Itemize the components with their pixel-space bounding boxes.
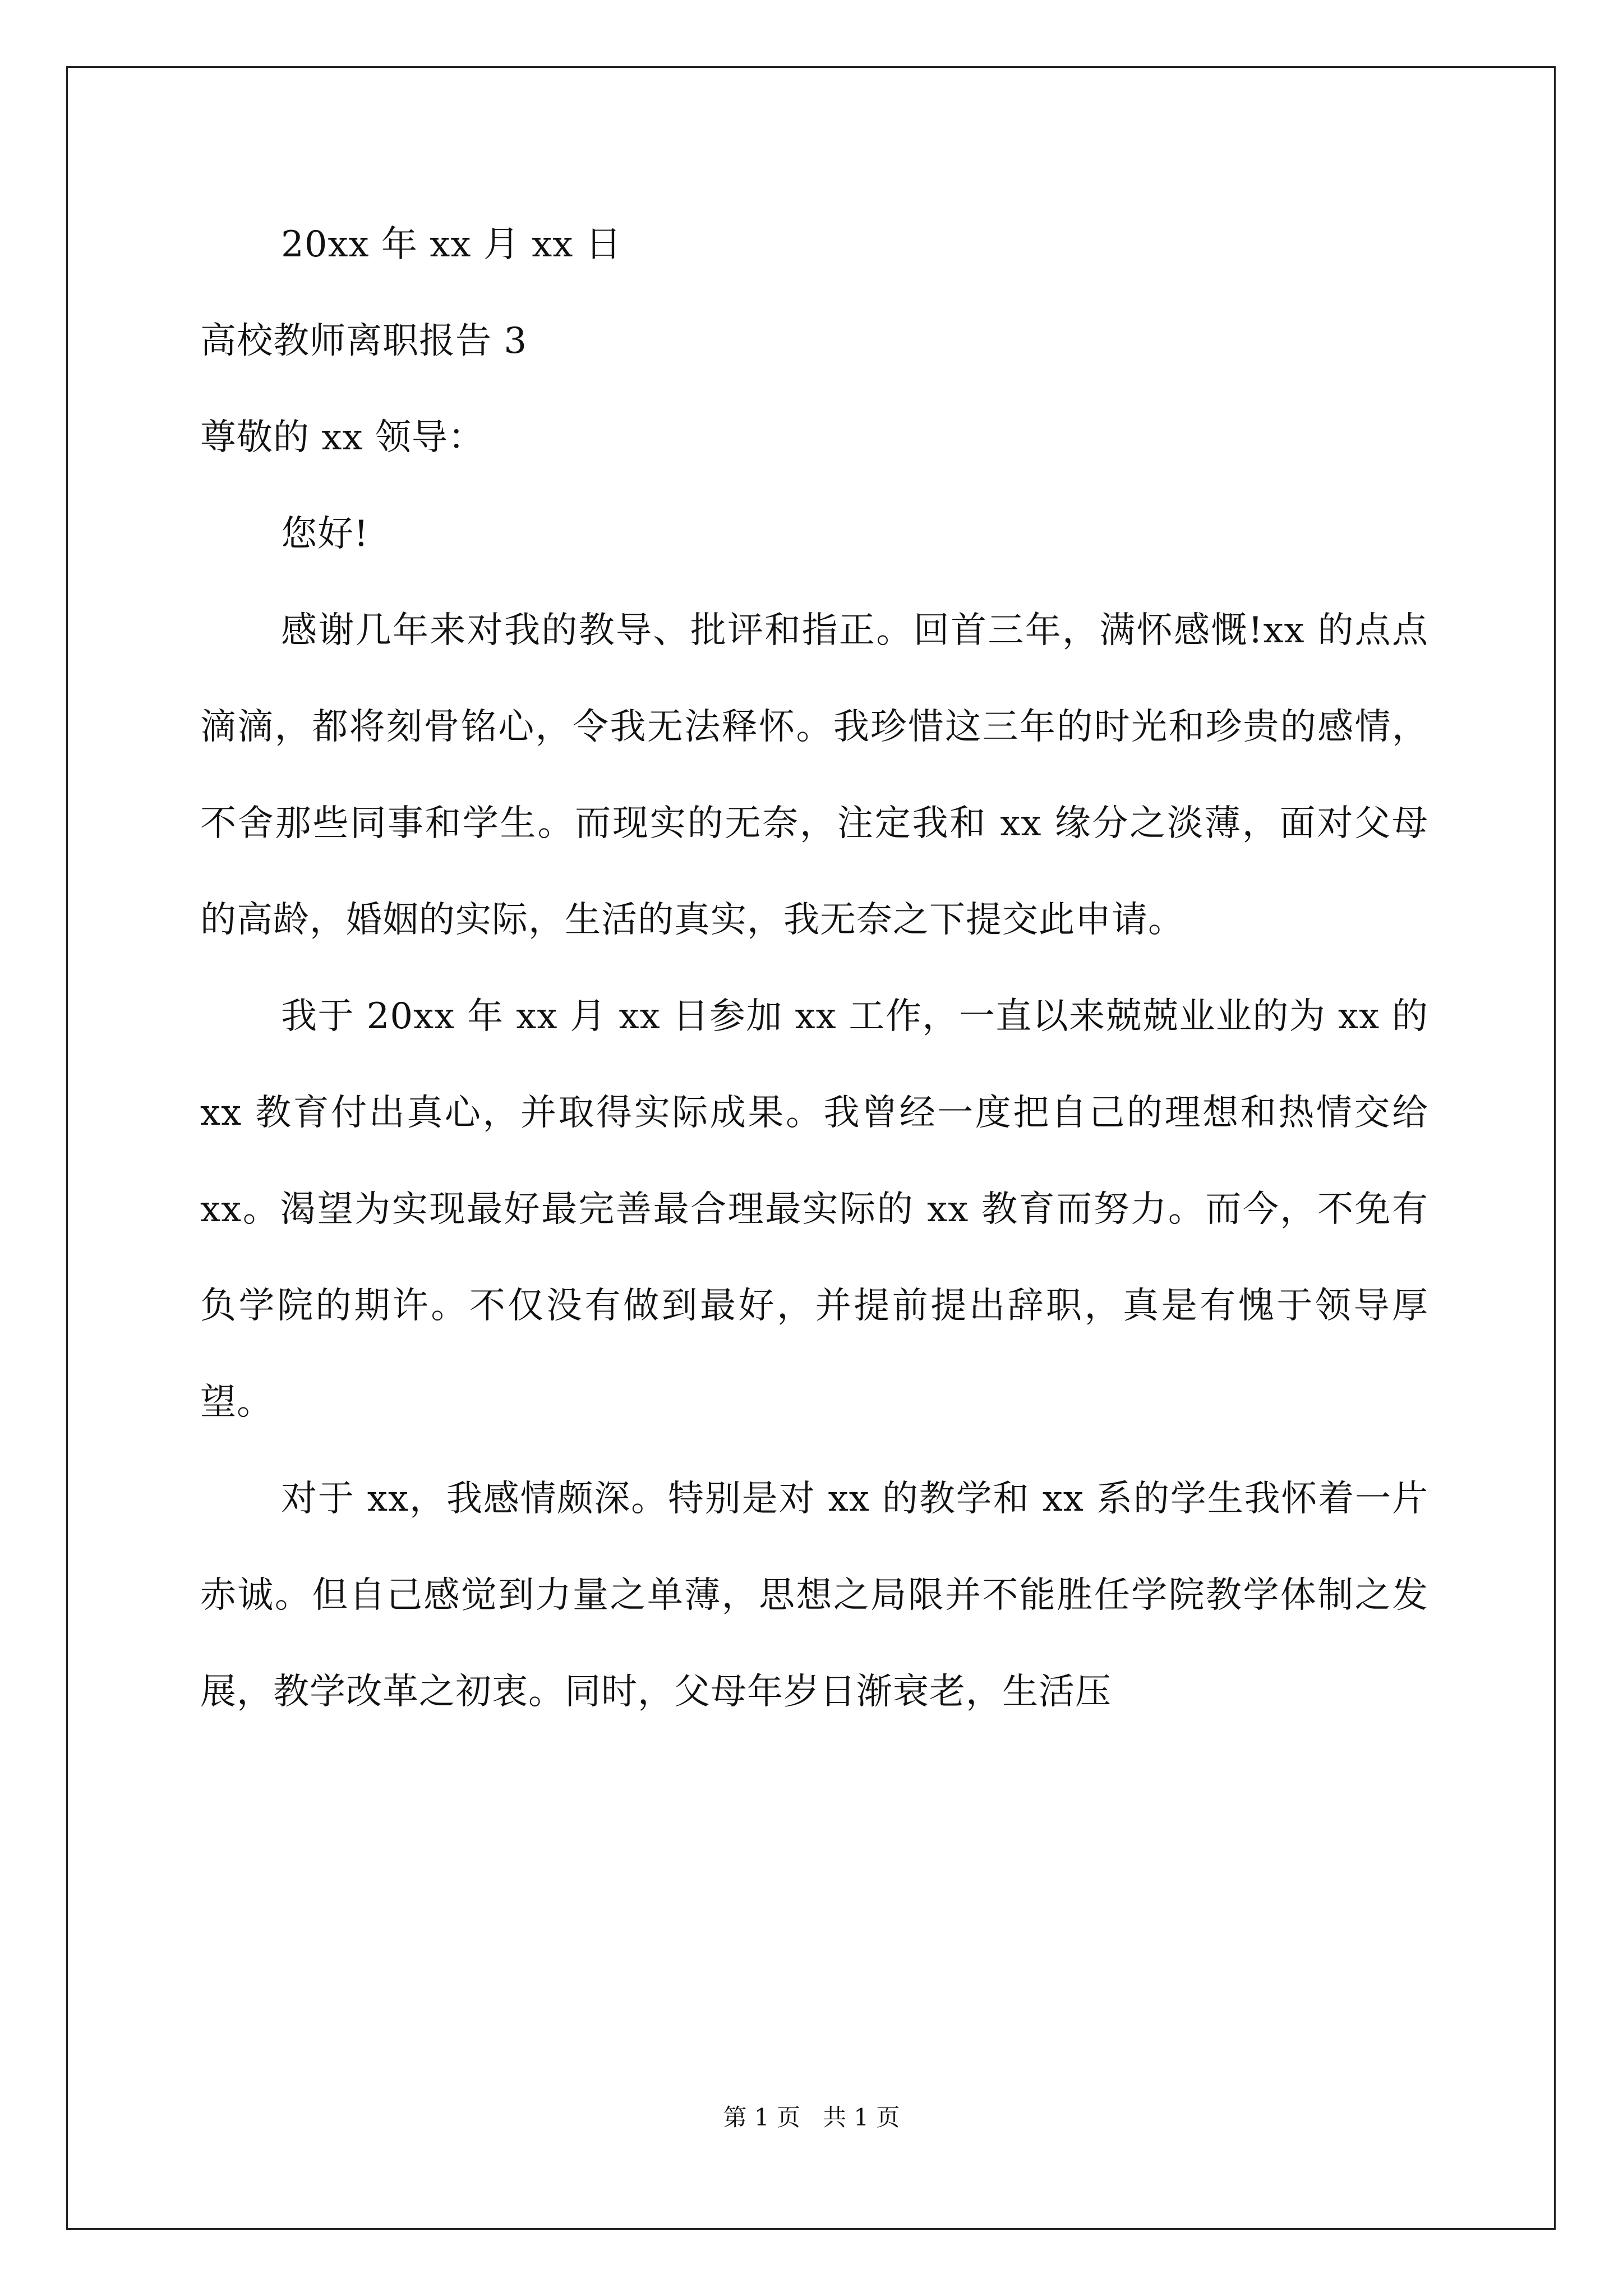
page-footer xyxy=(0,2101,1623,2134)
paragraph: 我于 20xx 年 xx 月 xx 日参加 xx 工作，一直以来兢兢业业的为 xx 的 xx 教育付出真心，并取得实际成果。我曾经一度把自己的理想和热情交给 xx。渴望为实现最好最完善最合理最实际的 xx 教育而努力。而今，不免有负学院的期许。不仅没有做到最好，并提前提出辞职，真是有愧于领导厚望。 xyxy=(200,996,1428,1423)
page-count: 共 1 页 xyxy=(823,2104,900,2131)
greeting: 您好! xyxy=(281,513,369,555)
page-number: 第 1 页 xyxy=(723,2104,800,2131)
document-body xyxy=(200,220,1428,1740)
document-title: 高校教师离职报告 3 xyxy=(200,320,528,362)
date-line: 20xx 年 xx 月 xx 日 xyxy=(281,224,622,265)
paragraph: 对于 xx，我感情颇深。特别是对 xx 的教学和 xx 系的学生我怀着一片赤诚。但自己感觉到力量之单薄，思想之局限并不能胜任学院教学体制之发展，教学改革之初衷。同时，父母年岁日渐衰老，生活压 xyxy=(200,1478,1428,1713)
salutation: 尊敬的 xx 领导： xyxy=(200,417,485,458)
paragraph: 感谢几年来对我的教导、批评和指正。回首三年，满怀感慨!xx 的点点滴滴，都将刻骨铭心，令我无法释怀。我珍惜这三年的时光和珍贵的感情，不舍那些同事和学生。而现实的无奈，注定我和 xx 缘分之淡薄，面对父母的高龄，婚姻的实际，生活的真实，我无奈之下提交此申请。 xyxy=(200,610,1428,941)
